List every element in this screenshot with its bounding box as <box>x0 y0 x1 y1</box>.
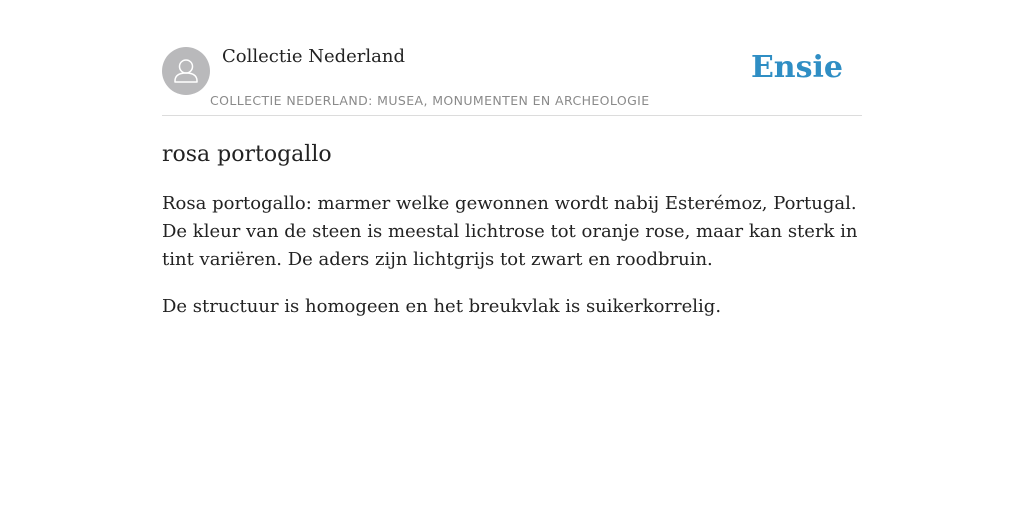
author-avatar[interactable] <box>162 47 210 95</box>
entry-paragraph: Rosa portogallo: marmer welke gewonnen wordt nabij Esterémoz, Portugal. De kleur van de steen is meestal lichtrose tot oranje rose, maar kan sterk in tint variëren. De aders zijn lichtgrijs tot zwart en roodbruin. <box>162 193 858 270</box>
author-subtitle-link[interactable]: COLLECTIE NEDERLAND: MUSEA, MONUMENTEN EN ARCHEOLOGIE <box>210 93 650 108</box>
ensie-logo[interactable]: Ensie <box>750 50 843 85</box>
entry-paragraph: De structuur is homogeen en het breukvlak is suikerkorrelig. <box>162 296 722 317</box>
user-silhouette-icon <box>162 47 210 95</box>
author-name-link[interactable]: Collectie Nederland <box>222 46 406 67</box>
entry-content <box>162 140 862 340</box>
entry-title: rosa portogallo <box>162 142 332 167</box>
entry-header <box>162 40 862 116</box>
